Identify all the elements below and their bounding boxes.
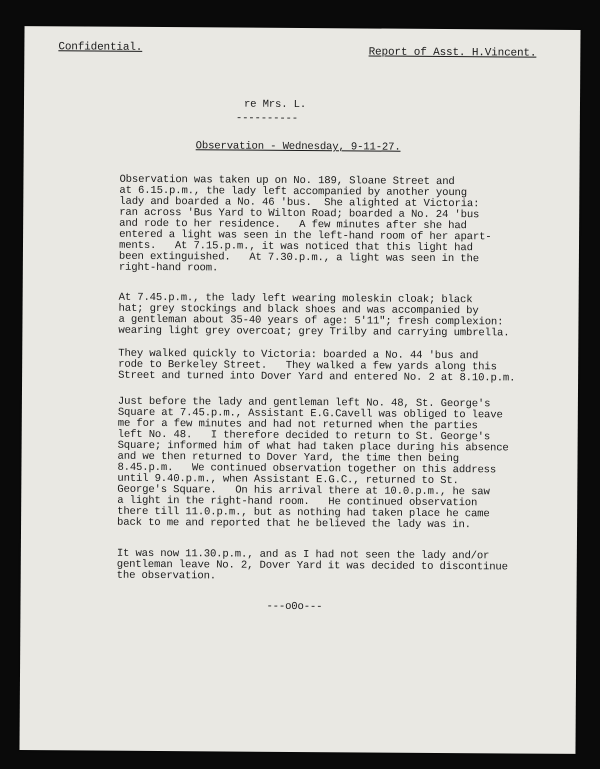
paragraph-3: They walked quickly to Victoria: boarded a No. 44 'bus and rode to Berkeley Street. They walked a few yards along this Street and turned into Dover Yard and entered No. 2 at 8.10.p.m. <box>118 347 516 385</box>
report-author: Report of Asst. H.Vincent. <box>368 46 537 60</box>
end-mark: ---o0o--- <box>266 600 323 614</box>
confidential-label: Confidential. <box>58 41 143 54</box>
paragraph-1: Observation was taken up on No. 189, Sloane Street and at 6.15.p.m., the lady left accompanied by another young lady and boarded a No. 46 'bus. She alighted at Victoria: ran across 'Bus Yard to Wilton Road; boarded a No. 24 'bus and rode to her residence. A few minutes after she had entered a light was seen in the left-hand room of her apart- ments. At 7.15.p.m., it was noticed that this light had been extinguished. At 7.30.p.m., a light was seen in the right-hand room. <box>118 173 492 275</box>
observation-heading: Observation - Wednesday, 9-11-27. <box>195 140 401 154</box>
subject-rule: ---------- <box>235 112 299 125</box>
paragraph-5: It was now 11.30.p.m., and as I had not seen the lady and/or gentleman leave No. 2, Dover Yard it was decided to discontinue the observation. <box>116 547 508 583</box>
subject-line: re Mrs. L. <box>243 98 307 112</box>
paragraph-4: Just before the lady and gentleman left No. 48, St. George's Square at 7.45.p.m., Assistant E.G.Cavell was obliged to leave me for a few minutes and had not returned when the parties left No. 48. I therefore decided to return to St. George's Square; informed him of what had taken place during his absence and we then returned to Dover Yard, the time then being 8.45.p.m. We continued observation together on this address until 9.40.p.m., when Assistant E.G.C., returned to St. George's Square. On his arrival there at 10.0.p.m., he saw a light in the right-hand room. He continued observation there till 11.0.p.m., but as nothing had taken place he came back to me and reported that he believed the lady was in. <box>117 395 509 532</box>
document-page <box>19 26 580 754</box>
paragraph-2: At 7.45.p.m., the lady left wearing moleskin cloak; black hat; grey stockings and black shoes and was accompanied by a gentleman about 35-40 years of age: 5'11"; fresh complexion: wearing light grey overcoat; grey Trilby and carrying umbrella. <box>118 291 510 340</box>
